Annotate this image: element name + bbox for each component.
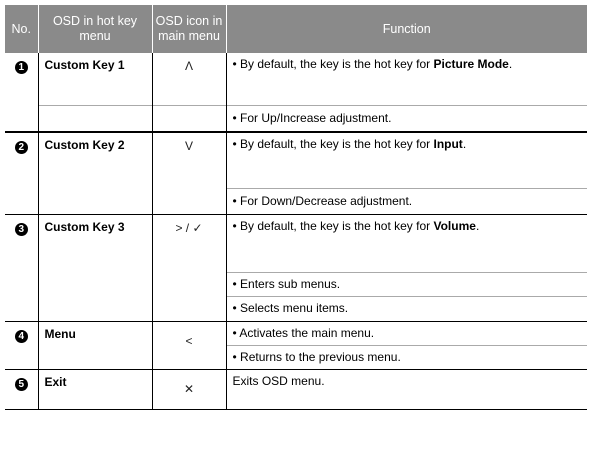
- function-line: • Selects menu items.: [232, 300, 349, 315]
- row-number-badge: 5: [15, 378, 28, 391]
- key-name: Custom Key 3: [38, 214, 152, 321]
- header-function: Function: [226, 5, 587, 53]
- function-line-bold: Volume: [433, 218, 476, 233]
- row-number-badge: 1: [15, 61, 28, 74]
- function-text: [226, 369, 587, 409]
- table-header-row: [5, 5, 587, 53]
- function-line: • Enters sub menus.: [232, 276, 341, 291]
- table-row: [5, 53, 587, 105]
- key-name: Exit: [38, 369, 152, 409]
- header-no: No.: [5, 5, 38, 53]
- key-name: Custom Key 1: [38, 53, 152, 105]
- enter-check-icon: > / ✓: [152, 214, 226, 321]
- table-row: [5, 321, 587, 369]
- close-icon: ✕: [152, 369, 226, 409]
- header-osd-hot-key: OSD in hot key menu: [38, 5, 152, 53]
- function-line: • By default, the key is the hot key for: [232, 57, 434, 71]
- header-osd-icon: OSD icon in main menu: [152, 5, 226, 53]
- function-line: • For Down/Decrease adjustment.: [232, 194, 413, 208]
- down-icon: V: [152, 132, 226, 214]
- function-line-end: .: [462, 137, 467, 151]
- function-line-bold: Input: [433, 137, 463, 151]
- function-text: [226, 214, 587, 321]
- function-text: [226, 132, 587, 214]
- table-row: [5, 369, 587, 409]
- function-line: • Returns to the previous menu.: [232, 349, 401, 364]
- function-line-end: .: [475, 218, 480, 233]
- function-text: [226, 321, 587, 369]
- function-line-end: .: [508, 57, 513, 71]
- function-text: [226, 105, 587, 132]
- function-line: • By default, the key is the hot key for: [232, 137, 434, 151]
- osd-function-table: [5, 5, 587, 410]
- row-number-badge: 2: [15, 141, 28, 154]
- function-line: • For Up/Increase adjustment.: [232, 110, 392, 125]
- table-row: [5, 105, 587, 132]
- up-icon: Λ: [152, 53, 226, 105]
- table-row: [5, 214, 587, 321]
- function-line-bold: Picture Mode: [433, 57, 509, 71]
- function-text: [226, 53, 587, 105]
- row-number-badge: 4: [15, 330, 28, 343]
- back-icon: <: [152, 321, 226, 369]
- function-line: • By default, the key is the hot key for: [232, 218, 434, 233]
- key-name: Menu: [38, 321, 152, 369]
- row-number-badge: 3: [15, 223, 28, 236]
- table-row: [5, 132, 587, 214]
- key-name: Custom Key 2: [38, 132, 152, 214]
- function-line: Exits OSD menu.: [232, 373, 325, 388]
- function-line: • Activates the main menu.: [232, 325, 375, 340]
